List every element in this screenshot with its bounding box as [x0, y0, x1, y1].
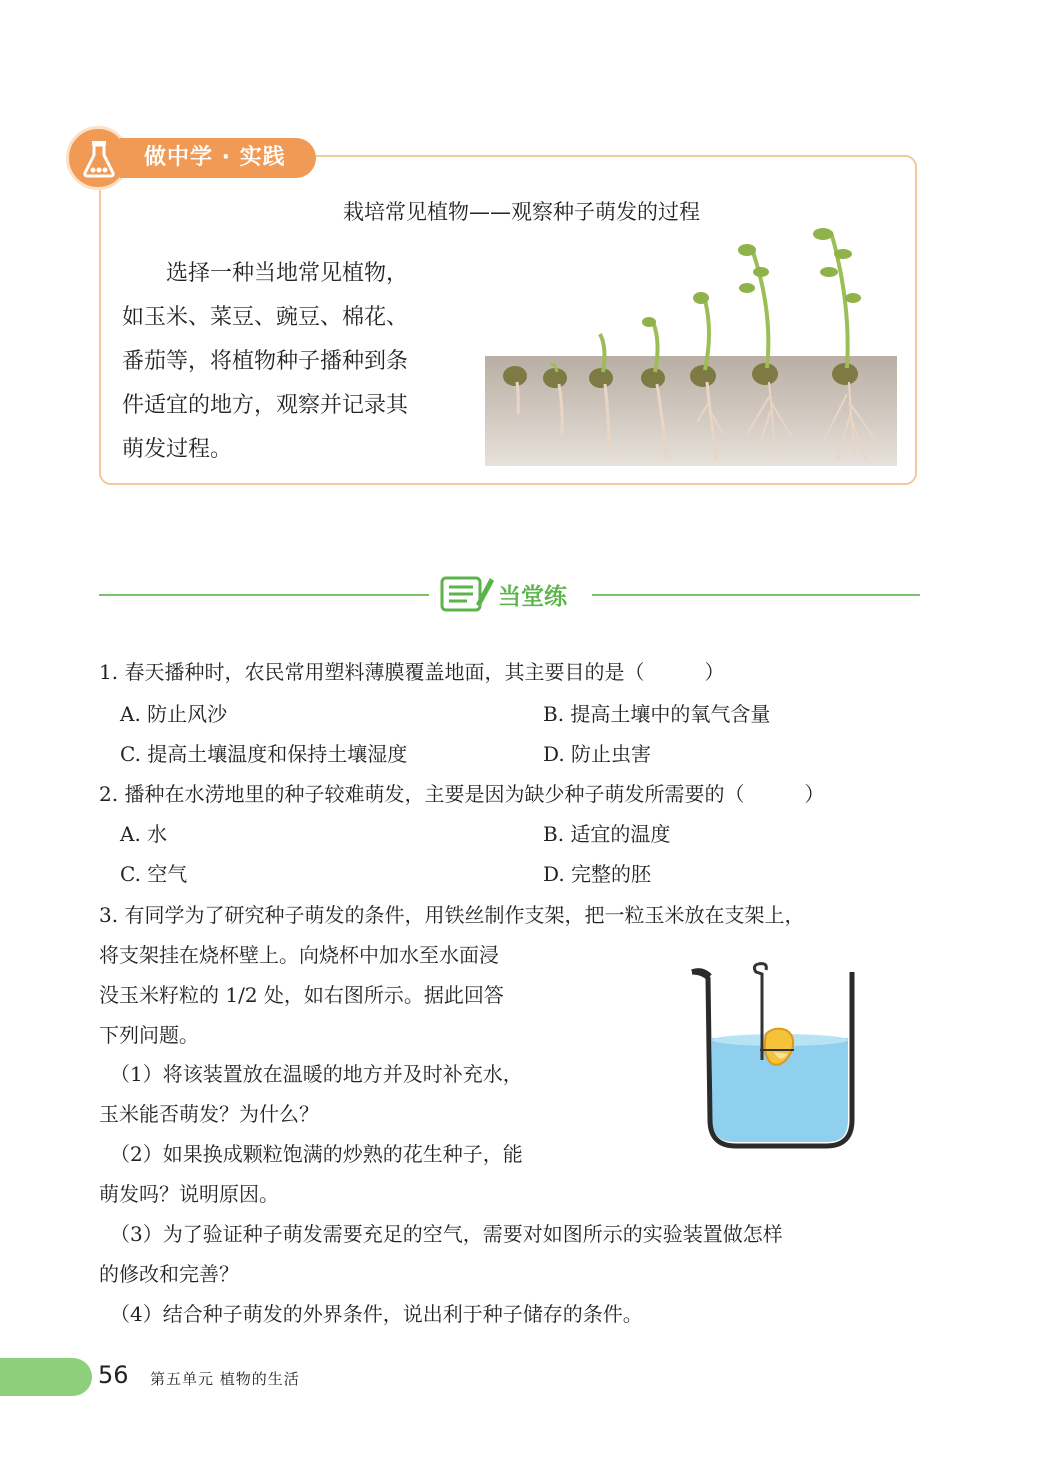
q1-stem-text: 1. 春天播种时，农民常用塑料薄膜覆盖地面，其主要目的是（ — [99, 660, 645, 684]
practice-line: 番茄等，将植物种子播种到条 — [122, 349, 409, 374]
page-number: 56 — [98, 1361, 129, 1389]
q3-sub2: （2）如果换成颗粒饱满的炒熟的花生种子，能 — [110, 1142, 523, 1166]
seed-germination-illustration — [485, 222, 897, 466]
practice-line: 选择一种当地常见植物， — [166, 261, 409, 286]
q1-option-d: D. 防止虫害 — [543, 742, 652, 766]
divider-line-left — [99, 594, 429, 596]
practice-badge-label: 做中学 · 实践 — [120, 138, 316, 178]
divider-line-right — [592, 594, 920, 596]
section-title: 当堂练 — [498, 584, 567, 610]
q1-stem — [99, 656, 724, 685]
q1-option-a: A. 防止风沙 — [120, 702, 228, 726]
beaker-illustration — [690, 960, 860, 1150]
practice-line: 萌发过程。 — [122, 437, 233, 462]
practice-line: 如玉米、菜豆、豌豆、棉花、 — [122, 305, 409, 330]
q2-option-c: C. 空气 — [120, 862, 188, 886]
practice-body — [122, 252, 452, 472]
q2-option-b: B. 适宜的温度 — [543, 822, 671, 846]
practice-title: 栽培常见植物——观察种子萌发的过程 — [343, 200, 700, 224]
q3-line: 3. 有同学为了研究种子萌发的条件，用铁丝制作支架，把一粒玉米放在支架上， — [99, 903, 805, 927]
q3-sub1: （1）将该装置放在温暖的地方并及时补充水， — [110, 1062, 523, 1086]
q3-sub1-cont: 玉米能否萌发？为什么？ — [99, 1102, 319, 1126]
practice-line: 件适宜的地方，观察并记录其 — [122, 393, 409, 418]
q1-option-c: C. 提高土壤温度和保持土壤湿度 — [120, 742, 408, 766]
q3-line: 将支架挂在烧杯壁上。向烧杯中加水至水面浸 — [99, 943, 499, 967]
q1-option-b: B. 提高土壤中的氧气含量 — [543, 702, 771, 726]
footer-bar — [0, 1358, 92, 1396]
q3-sub3: （3）为了验证种子萌发需要充足的空气，需要对如图所示的实验装置做怎样 — [110, 1222, 783, 1246]
q1-close-paren: ） — [704, 660, 725, 684]
q2-option-d: D. 完整的胚 — [543, 862, 652, 886]
q2-close-paren: ） — [804, 782, 825, 806]
q3-sub2-cont: 萌发吗？说明原因。 — [99, 1182, 279, 1206]
q2-stem — [99, 778, 824, 807]
q2-stem-text: 2. 播种在水涝地里的种子较难萌发，主要是因为缺少种子萌发所需要的（ — [99, 782, 745, 806]
q3-line: 没玉米籽粒的 1/2 处，如右图所示。据此回答 — [99, 983, 504, 1007]
q3-sub4: （4）结合种子萌发的外界条件，说出利于种子储存的条件。 — [110, 1302, 643, 1326]
q3-line: 下列问题。 — [99, 1023, 199, 1047]
q2-option-a: A. 水 — [120, 822, 168, 846]
chapter-title: 第五单元 植物的生活 — [150, 1370, 300, 1388]
q3-sub3-cont: 的修改和完善？ — [99, 1262, 239, 1286]
notepad-pencil-icon — [440, 572, 494, 614]
